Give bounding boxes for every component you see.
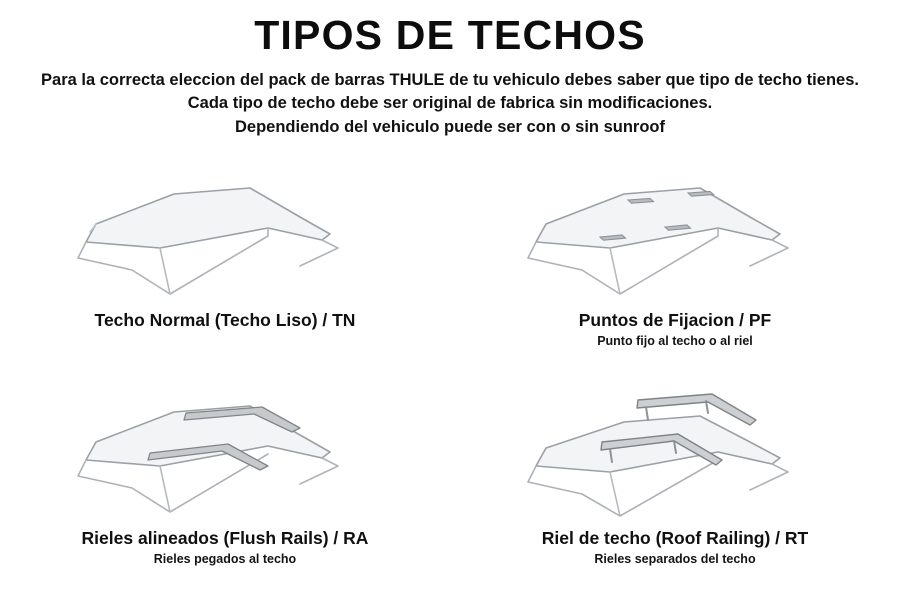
roof-type-caption: Puntos de Fijacion / PF bbox=[578, 310, 772, 330]
roof-type-card-ra bbox=[0, 380, 450, 600]
roof-type-card-tn bbox=[0, 162, 450, 382]
subtitle-block bbox=[26, 69, 874, 139]
car-roof-railing-icon bbox=[450, 380, 900, 530]
car-roof-fixpoints-icon bbox=[450, 162, 900, 312]
roof-type-subcaption: Rieles pegados al techo bbox=[153, 552, 297, 566]
poster-root bbox=[0, 14, 900, 614]
subtitle-line-2: Cada tipo de techo debe ser original de fabrica sin modificaciones. bbox=[187, 94, 713, 113]
roof-type-caption: Techo Normal (Techo Liso) / TN bbox=[94, 310, 356, 330]
roof-type-subcaption: Rieles separados del techo bbox=[594, 552, 756, 566]
roof-type-caption: Rieles alineados (Flush Rails) / RA bbox=[81, 528, 369, 548]
railing-support-1 bbox=[646, 407, 648, 420]
subtitle-line-3: Dependiendo del vehiculo puede ser con o sin sunroof bbox=[235, 117, 665, 136]
car-roof-plain-icon bbox=[0, 162, 450, 312]
subtitle-line-1: Para la correcta eleccion del pack de barras THULE de tu vehiculo debes saber que tipo de techo tienes. bbox=[41, 71, 859, 90]
roof-type-card-pf bbox=[450, 162, 900, 382]
railing-support-2 bbox=[706, 401, 708, 413]
car-roof-flush-rails-icon bbox=[0, 380, 450, 530]
roof-type-subcaption: Punto fijo al techo o al riel bbox=[597, 334, 753, 348]
roof-types-grid bbox=[0, 162, 900, 602]
page-title: TIPOS DE TECHOS bbox=[254, 12, 646, 58]
roof-type-caption: Riel de techo (Roof Railing) / RT bbox=[541, 528, 809, 548]
roof-type-card-rt bbox=[450, 380, 900, 600]
